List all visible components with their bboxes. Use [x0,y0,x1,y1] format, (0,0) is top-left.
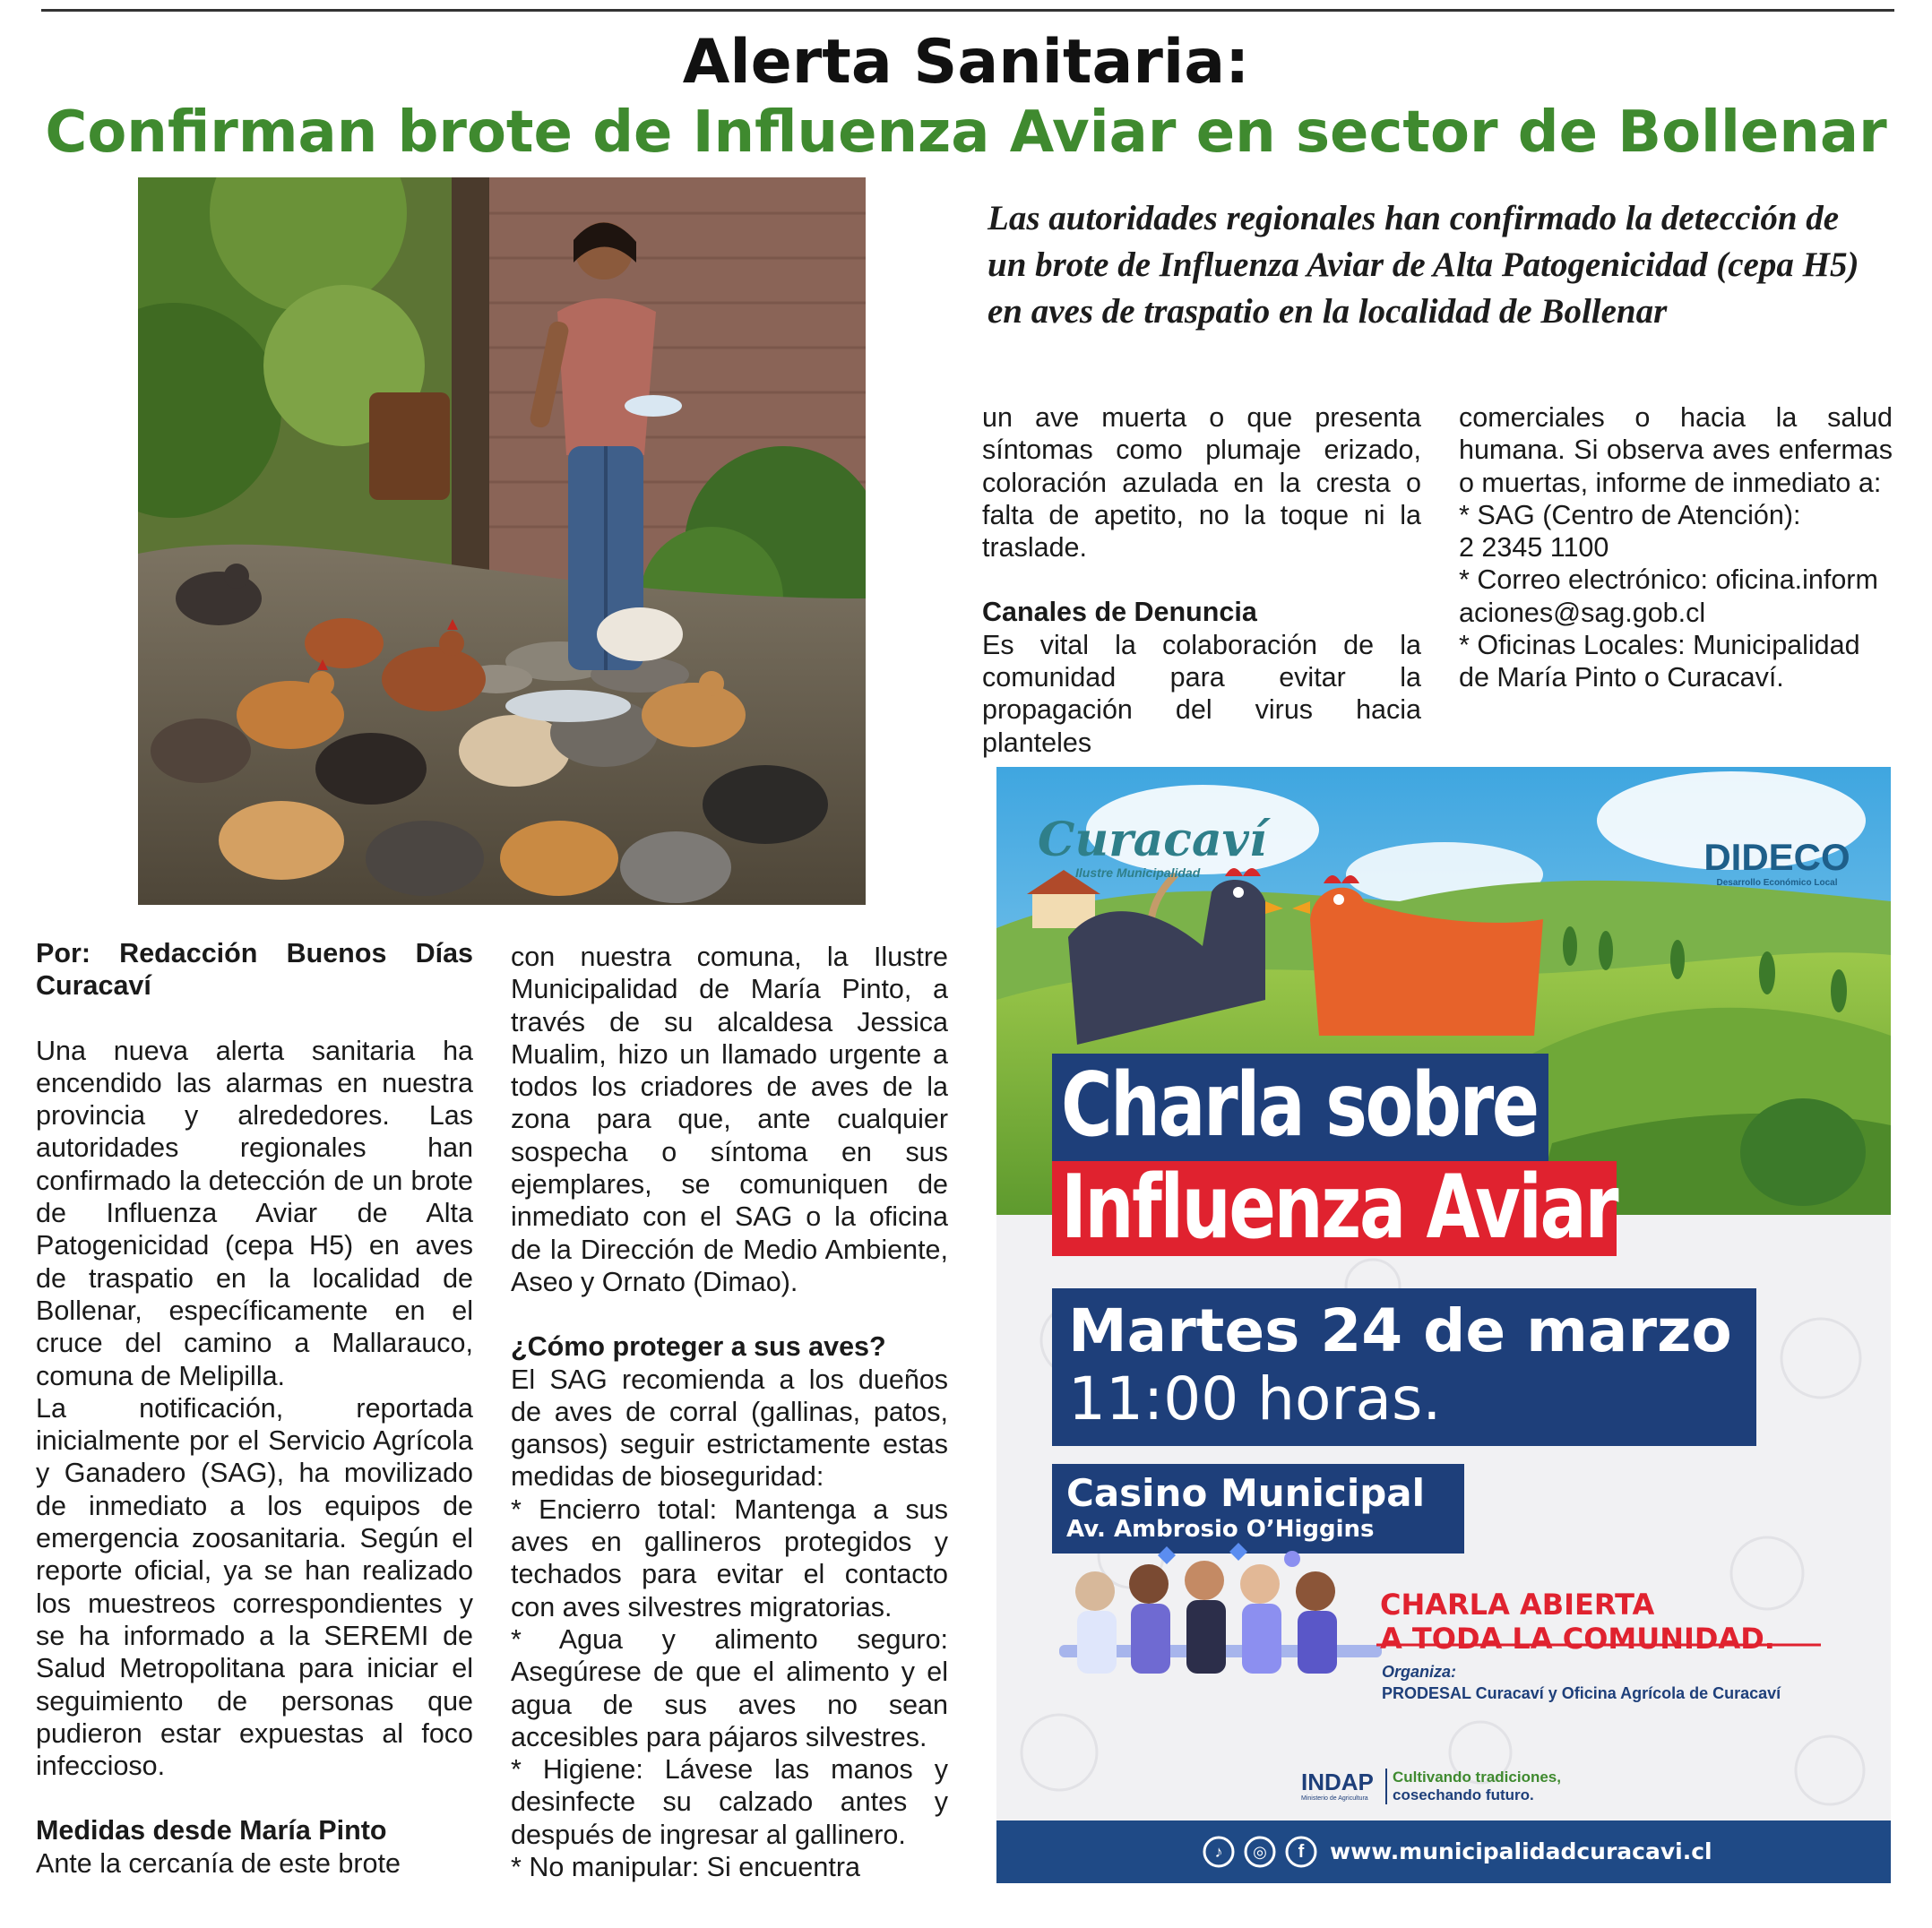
poster-org: PRODESAL Curacaví y Oficina Agrícola de Curacaví [1382,1684,1781,1702]
top-rule [41,9,1894,12]
indap-slogan-line2: cosechando futuro. [1393,1786,1534,1803]
article-photo [138,177,866,905]
measure-encierro: * Encierro total: Mantenga a sus aves en gallineros protegidos y techados para evitar el contacto con aves silvestres migratorias. [511,1493,948,1622]
dideco-logo-text: DIDECO [1703,836,1850,878]
poster-open-line2: A TODA LA COMUNIDAD. [1380,1622,1775,1656]
curacavi-logo [1038,813,1267,880]
measure-no-manipular-start: * No manipular: Si encuentra [511,1852,860,1883]
lead-paragraph: Las autoridades regionales han confirmado la detección de un brote de Influenza Aviar de Alta Patogenicidad (cepa H5) en aves de traspatio en la localidad de Bollenar [988,199,1859,331]
headline-kicker: Alerta Sanitaria: [682,27,1250,98]
indap-logo-sub: Ministerio de Agricultura [1301,1795,1368,1802]
paragraph-maria-pinto-start: Ante la cercanía de este brote [36,1847,401,1879]
paragraph-intro: Una nueva alerta sanitaria ha encendido las alarmas en nuestra provincia y alrededores. Las autoridades regionales han confirmado la detección de un brote de Influenza Aviar de Alta Patogenicidad (cepa H5) en aves de traspatio en la localidad de Bollenar, específicamente en el cruce del camino a Mallarauco, comuna de Melipilla. [36,1035,473,1391]
subheading-proteger: ¿Cómo proteger a sus aves? [511,1331,886,1363]
byline: Por: Redacción Buenos Días Curacaví [36,938,473,1002]
measure-higiene: * Higiene: Lávese las manos y desinfecte su calzado antes y después de ingresar al gallinero. [511,1754,948,1850]
paragraph-maria-pinto-cont: con nuestra comuna, la Ilustre Municipalidad de María Pinto, a través de su alcaldesa Jessica Mualim, hizo un llamado urgente a todos los criadores de aves de la zona para que, ante cualquier sospecha o síntoma en sus ejemplares, se comuniquen de inmediato con el SAG o la oficina de la Dirección de Medio Ambiente, Aseo y Ornato (Dimao). [511,942,948,1297]
poster-title-line1: Charla sobre [1061,1054,1538,1157]
subheading-maria-pinto: Medidas desde María Pinto [36,1815,387,1846]
dideco-logo-sub: Desarrollo Económico Local [1716,878,1838,888]
dideco-logo [1692,837,1862,888]
paragraph-canales: Es vital la colaboración de la comunidad para evitar la propagación del virus hacia planteles [982,629,1421,758]
facebook-icon[interactable]: f [1298,1842,1305,1862]
article-column-1 [36,937,473,1880]
poster-address: Av. Ambrosio O’Higgins [1066,1516,1375,1543]
article-column-3 [982,401,1421,759]
article-column-4 [1459,401,1893,694]
contact-email: * Correo electrónico: oficina.informaciones@sag.gob.cl [1459,564,1878,628]
poster-date: Martes 24 de marzo [1068,1296,1732,1365]
contact-oficinas: * Oficinas Locales: Municipalidad de María Pinto o Curacaví. [1459,630,1860,693]
poster-venue: Casino Municipal [1066,1471,1426,1515]
article-column-2 [511,941,948,1883]
event-poster [996,767,1891,1883]
measure-agua: * Agua y alimento seguro: Asegúrese de que el alimento y el agua de sus aves no sean accesibles para pájaros silvestres. [511,1623,948,1752]
poster-org-label: Organiza: [1382,1663,1457,1681]
indap-slogan [1385,1769,1561,1804]
tiktok-icon[interactable]: ♪ [1214,1843,1223,1861]
poster-open-line1: CHARLA ABIERTA [1380,1588,1655,1622]
curacavi-logo-sub: Ilustre Municipalidad [1075,865,1201,880]
contact-sag: * SAG (Centro de Atención): [1459,499,1801,530]
paragraph-notificacion: La notificación, reportada inicialmente por el Servicio Agrícola y Ganadero (SAG), ha movilizado de inmediato a los equipos de emergencia zoosanitaria. Según el reporte oficial, ya se han realizado los muestreos correspondientes y se ha informado a la SEREMI de Salud Metropolitana para iniciar el seguimiento de personas que pudieron estar expuestas al foco infeccioso. [36,1392,473,1782]
indap-logo-text: INDAP [1301,1769,1374,1795]
poster-url[interactable]: www.municipalidadcuracavi.cl [1330,1838,1712,1864]
poster-time: 11:00 horas. [1068,1364,1442,1433]
paragraph-proteger: El SAG recomienda a los dueños de aves de corral (gallinas, patos, gansos) seguir estrictamente estas medidas de bioseguridad: [511,1364,948,1493]
measure-no-manipular-cont: un ave muerta o que presenta síntomas como plumaje erizado, coloración azulada en la cresta o falta de apetito, no la toque ni la traslade. [982,402,1421,564]
paragraph-canales-cont: comerciales o hacia la salud humana. Si observa aves enfermas o muertas, informe de inmediato a: [1459,402,1893,498]
contact-sag-phone: 2 2345 1100 [1459,532,1609,564]
curacavi-logo-text: Curacaví [1038,813,1267,867]
poster-title-line2: Influenza Aviar [1061,1157,1617,1259]
indap-slogan-line1: Cultivando tradiciones, [1393,1769,1561,1786]
headline-title: Confirman brote de Influenza Aviar en sector de Bollenar [45,99,1887,166]
instagram-icon[interactable]: ◎ [1253,1843,1267,1861]
subheading-canales: Canales de Denuncia [982,597,1257,628]
indap-logo [1301,1769,1382,1802]
